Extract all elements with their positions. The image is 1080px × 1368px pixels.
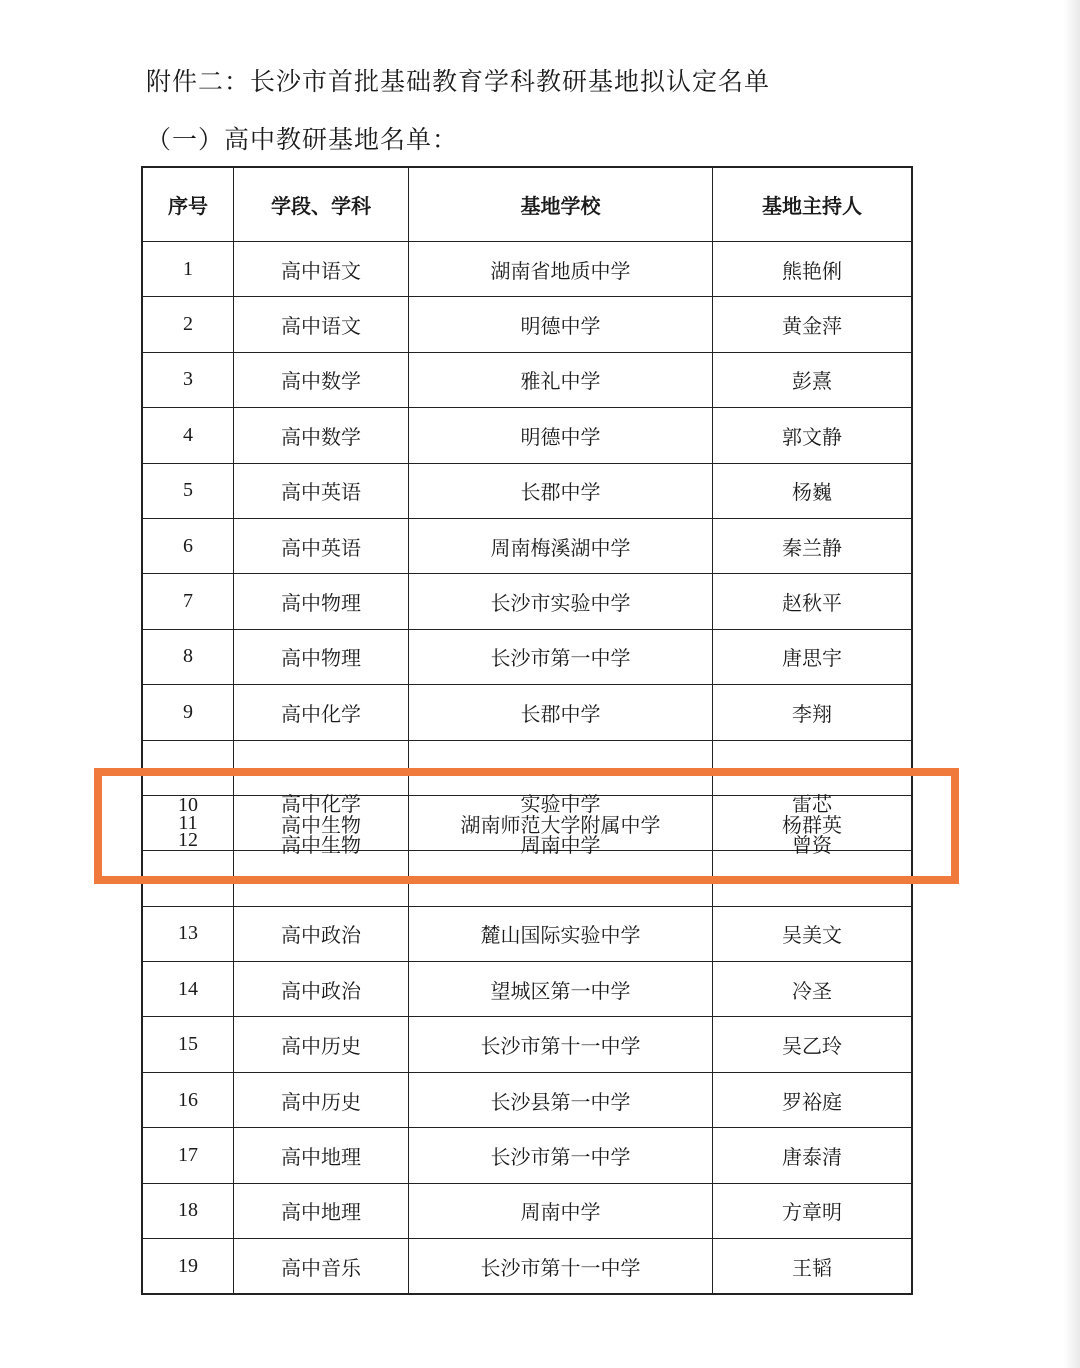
table-row xyxy=(143,1072,911,1127)
row-school-text: 长沙市第十一中学 xyxy=(480,1255,641,1280)
row-subject xyxy=(233,242,408,296)
row-index xyxy=(143,408,233,462)
row-host xyxy=(712,630,911,684)
row-index xyxy=(143,907,233,961)
row-host-text: 杨巍 xyxy=(792,480,832,505)
row-school-text: 周南中学 xyxy=(520,833,601,858)
row-subject-text: 高中地理 xyxy=(281,1200,361,1225)
row-host-text: 郭文静 xyxy=(782,424,842,449)
row-subject xyxy=(233,1017,408,1071)
row-host xyxy=(712,1073,911,1127)
row-school xyxy=(408,685,712,739)
row-subject-text: 高中化学 xyxy=(281,701,361,726)
row-school xyxy=(408,574,712,628)
header-school: 基地学校 xyxy=(408,168,712,241)
row-host-text: 彭熹 xyxy=(792,369,832,394)
row-school-text: 实验中学 xyxy=(520,791,601,816)
row-index xyxy=(143,741,233,816)
row-school-text: 明德中学 xyxy=(520,424,601,449)
row-host-text: 吴美文 xyxy=(782,923,842,948)
row-host xyxy=(712,1239,911,1293)
table-row xyxy=(143,241,911,296)
row-school xyxy=(408,741,712,816)
row-index-text: 17 xyxy=(178,1143,198,1166)
row-index xyxy=(143,829,233,905)
table-row xyxy=(143,573,911,628)
row-host xyxy=(712,741,911,816)
document-title: 附件二：长沙市首批基础教育学科教研基地拟认定名单 xyxy=(146,67,771,96)
row-host-text: 曾资 xyxy=(792,833,832,858)
table-row xyxy=(143,961,911,1016)
row-index-text: 1 xyxy=(183,257,193,280)
row-school xyxy=(408,1184,712,1238)
row-index xyxy=(143,297,233,351)
row-school xyxy=(408,1128,712,1182)
row-index-text: 19 xyxy=(178,1254,198,1277)
row-index xyxy=(143,242,233,296)
row-subject-text: 高中音乐 xyxy=(281,1255,361,1280)
row-host-text: 赵秋平 xyxy=(782,591,842,616)
row-host xyxy=(712,408,911,462)
table-row xyxy=(143,629,911,684)
row-school-text: 麓山国际实验中学 xyxy=(480,923,641,948)
table-row xyxy=(143,740,911,816)
row-index-text: 16 xyxy=(178,1088,198,1111)
row-subject-text: 高中语文 xyxy=(281,258,361,283)
row-host-text: 罗裕庭 xyxy=(782,1089,842,1114)
row-host-text: 方章明 xyxy=(782,1200,842,1225)
row-index-text: 13 xyxy=(178,922,198,945)
row-school xyxy=(408,464,712,518)
row-index xyxy=(143,574,233,628)
row-school xyxy=(408,1073,712,1127)
row-index-text: 9 xyxy=(183,700,193,723)
row-host-text: 唐思宇 xyxy=(782,646,842,671)
row-subject xyxy=(233,353,408,407)
row-school-text: 长郡中学 xyxy=(520,701,601,726)
table-header-row xyxy=(143,168,911,241)
row-subject-text: 高中地理 xyxy=(281,1144,361,1169)
row-index xyxy=(143,685,233,739)
row-host xyxy=(712,242,911,296)
row-subject-text: 高中语文 xyxy=(281,314,361,339)
row-host xyxy=(712,297,911,351)
row-host-text: 王韬 xyxy=(792,1255,832,1280)
table-row xyxy=(143,906,911,961)
row-index-text: 14 xyxy=(178,977,198,1000)
row-index-text: 10 xyxy=(178,793,198,816)
table-row xyxy=(143,296,911,351)
page-edge-shadow xyxy=(1064,0,1080,1368)
row-subject xyxy=(233,1128,408,1182)
row-index-text: 3 xyxy=(183,368,193,391)
row-host xyxy=(712,962,911,1016)
table-row xyxy=(143,463,911,518)
table-row xyxy=(143,1016,911,1071)
table-row xyxy=(143,352,911,407)
row-school-text: 长沙市第一中学 xyxy=(490,646,631,671)
table-row xyxy=(143,518,911,573)
row-host xyxy=(712,1128,911,1182)
row-host xyxy=(712,1017,911,1071)
row-school xyxy=(408,353,712,407)
row-subject-text: 高中数学 xyxy=(281,424,361,449)
row-host xyxy=(712,907,911,961)
row-school-text: 长沙市第十一中学 xyxy=(480,1034,641,1059)
header-host: 基地主持人 xyxy=(712,168,911,241)
row-subject xyxy=(233,1073,408,1127)
row-school xyxy=(408,297,712,351)
row-school-text: 湖南省地质中学 xyxy=(490,258,631,283)
row-index-text: 15 xyxy=(178,1033,198,1056)
row-index xyxy=(143,1073,233,1127)
row-subject-text: 高中生物 xyxy=(281,812,361,837)
row-host xyxy=(712,519,911,573)
row-school-text: 长沙县第一中学 xyxy=(490,1089,631,1114)
row-school xyxy=(408,519,712,573)
row-subject-text: 高中历史 xyxy=(281,1034,361,1059)
row-school-text: 明德中学 xyxy=(520,314,601,339)
row-index xyxy=(143,962,233,1016)
row-host-text: 雷芯 xyxy=(792,791,832,816)
row-subject xyxy=(233,464,408,518)
row-school xyxy=(408,1017,712,1071)
row-index-text: 11 xyxy=(178,811,198,834)
row-index xyxy=(143,1184,233,1238)
row-subject-text: 高中生物 xyxy=(281,833,361,858)
row-index-text: 12 xyxy=(178,829,198,852)
row-index-text: 5 xyxy=(183,479,193,502)
row-host xyxy=(712,833,911,905)
row-host xyxy=(712,1184,911,1238)
row-school-text: 湖南师范大学附属中学 xyxy=(460,812,661,837)
row-school-text: 长郡中学 xyxy=(520,480,601,505)
row-school-text: 长沙市第一中学 xyxy=(490,1144,631,1169)
row-host-text: 杨群英 xyxy=(782,812,842,837)
row-index xyxy=(143,1239,233,1293)
table-row xyxy=(143,407,911,462)
row-index xyxy=(143,464,233,518)
row-index xyxy=(143,519,233,573)
row-subject xyxy=(233,297,408,351)
row-school xyxy=(408,242,712,296)
row-subject xyxy=(233,1239,408,1293)
base-list-table xyxy=(141,166,913,1295)
row-index xyxy=(143,1128,233,1182)
table-row xyxy=(143,684,911,739)
row-school xyxy=(408,907,712,961)
row-subject xyxy=(233,408,408,462)
row-subject xyxy=(233,630,408,684)
row-subject xyxy=(233,741,408,816)
row-host-text: 熊艳俐 xyxy=(782,258,842,283)
header-subject: 学段、学科 xyxy=(233,168,408,241)
row-school-text: 周南梅溪湖中学 xyxy=(490,535,631,560)
row-school-text: 雅礼中学 xyxy=(520,369,601,394)
row-host xyxy=(712,353,911,407)
row-index xyxy=(143,630,233,684)
row-school-text: 长沙市实验中学 xyxy=(490,591,631,616)
row-index-text: 18 xyxy=(178,1199,198,1222)
row-subject xyxy=(233,962,408,1016)
row-host xyxy=(712,464,911,518)
row-subject xyxy=(233,833,408,905)
row-index xyxy=(143,1017,233,1071)
table-body xyxy=(143,241,911,1293)
row-index-text: 6 xyxy=(183,534,193,557)
row-subject-text: 高中化学 xyxy=(281,791,361,816)
row-index-text: 2 xyxy=(183,313,193,336)
row-school xyxy=(408,408,712,462)
row-index xyxy=(143,353,233,407)
row-subject xyxy=(233,574,408,628)
row-index-text: 8 xyxy=(183,645,193,668)
row-host xyxy=(712,574,911,628)
table-row xyxy=(143,1238,911,1293)
row-host-text: 黄金萍 xyxy=(782,314,842,339)
table-row xyxy=(143,1127,911,1182)
row-subject xyxy=(233,685,408,739)
header-index: 序号 xyxy=(168,196,208,218)
row-school xyxy=(408,962,712,1016)
row-index-text: 7 xyxy=(183,590,193,613)
table-row xyxy=(143,829,911,905)
row-host xyxy=(712,685,911,739)
row-host-text: 李翔 xyxy=(792,701,832,726)
row-subject-text: 高中物理 xyxy=(281,591,361,616)
row-subject-text: 高中英语 xyxy=(281,480,361,505)
row-subject-text: 高中历史 xyxy=(281,1089,361,1114)
row-host-text: 唐泰清 xyxy=(782,1144,842,1169)
row-host-text: 冷圣 xyxy=(792,978,832,1003)
row-school-text: 周南中学 xyxy=(520,1200,601,1225)
row-subject-text: 高中数学 xyxy=(281,369,361,394)
row-school xyxy=(408,1239,712,1293)
row-host-text: 吴乙玲 xyxy=(782,1034,842,1059)
table-row xyxy=(143,1183,911,1238)
row-school xyxy=(408,630,712,684)
row-subject xyxy=(233,907,408,961)
row-school xyxy=(408,833,712,905)
section-subtitle: （一）高中教研基地名单： xyxy=(146,125,459,154)
row-subject-text: 高中物理 xyxy=(281,646,361,671)
row-subject-text: 高中政治 xyxy=(281,923,361,948)
row-school-text: 望城区第一中学 xyxy=(490,978,631,1003)
row-subject-text: 高中英语 xyxy=(281,535,361,560)
row-host-text: 秦兰静 xyxy=(782,535,842,560)
row-index-text: 4 xyxy=(183,423,193,446)
row-subject xyxy=(233,1184,408,1238)
row-subject xyxy=(233,519,408,573)
row-subject-text: 高中政治 xyxy=(281,978,361,1003)
